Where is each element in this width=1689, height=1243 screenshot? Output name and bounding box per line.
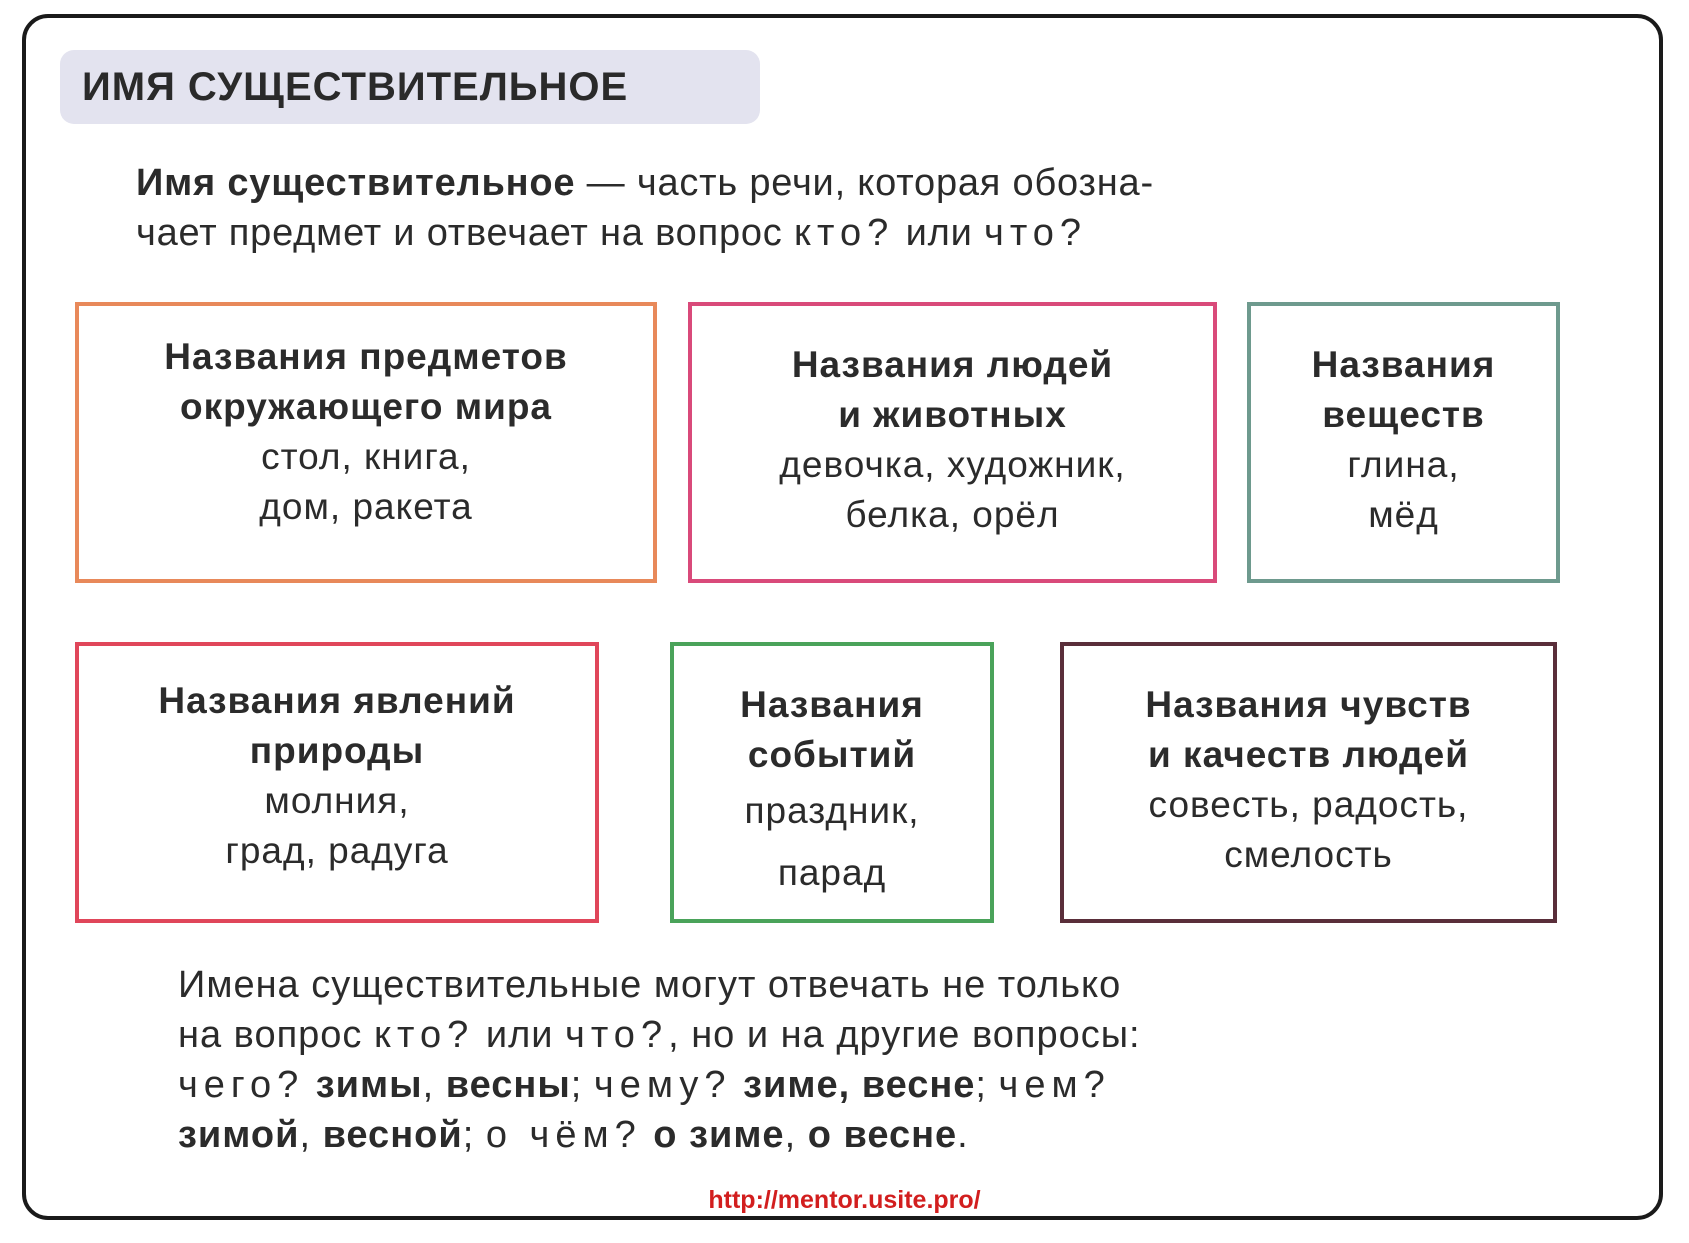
answer-o-vesne: о весне bbox=[807, 1114, 958, 1156]
definition-text-2: чает предмет и отвечает на вопрос bbox=[136, 212, 794, 254]
note-paragraph: Имена существительные могут отвечать не только на вопрос кто? или что?, но и на другие вопросы: чего? зимы, весны; чему? зиме, весне; чем? зимой, весной; о чём? о зиме, о весне. bbox=[178, 964, 1141, 1156]
category-examples: молния, град, радуга bbox=[225, 780, 449, 871]
category-box-people-animals bbox=[688, 302, 1217, 583]
answer-zimy: зимы bbox=[315, 1064, 423, 1106]
answer-vesne: весне bbox=[861, 1064, 976, 1106]
question-kto: кто? bbox=[373, 1014, 475, 1056]
category-box-objects bbox=[75, 302, 657, 583]
note-line-1: Имена существительные могут отвечать не только bbox=[178, 964, 1122, 1006]
category-examples: девочка, художник, белка, орёл bbox=[779, 444, 1126, 535]
category-heading: Названия событий bbox=[740, 684, 924, 775]
question-o-chem: о чём? bbox=[485, 1114, 642, 1156]
category-box-natural-phenomena bbox=[75, 642, 599, 923]
category-heading: Названия предметов окружающего мира bbox=[164, 336, 568, 427]
note-text: , но и на другие вопросы: bbox=[668, 1014, 1141, 1056]
category-box-feelings-qualities bbox=[1060, 642, 1557, 923]
question-chego: чего? bbox=[178, 1064, 305, 1106]
definition-term: Имя существительное bbox=[136, 162, 576, 204]
category-heading: Названия людей и животных bbox=[791, 344, 1114, 435]
category-box-substances bbox=[1247, 302, 1560, 583]
answer-vesnoy: весной bbox=[322, 1114, 463, 1156]
title-banner bbox=[60, 50, 760, 124]
question-chto: что? bbox=[565, 1014, 669, 1056]
definition-or: или bbox=[894, 212, 985, 254]
note-text: на вопрос bbox=[178, 1014, 374, 1056]
answer-vesny: весны bbox=[445, 1064, 571, 1106]
definition-paragraph bbox=[136, 158, 1436, 258]
source-url[interactable]: http://mentor.usite.pro/ bbox=[708, 1186, 981, 1214]
note-or: или bbox=[474, 1014, 566, 1056]
category-heading: Названия веществ bbox=[1311, 344, 1496, 435]
question-chemu: чему? bbox=[593, 1064, 732, 1106]
question-kto: кто? bbox=[793, 212, 895, 254]
category-examples: праздник, парад bbox=[744, 790, 920, 893]
category-examples: совесть, радость, смелость bbox=[1148, 784, 1469, 875]
category-examples: стол, книга, дом, ракета bbox=[259, 436, 473, 527]
question-chto: что? bbox=[984, 212, 1088, 254]
category-heading: Названия чувств и качеств людей bbox=[1145, 684, 1472, 775]
answer-zimoy: зимой bbox=[178, 1114, 300, 1156]
answer-zime: зиме, bbox=[743, 1064, 851, 1106]
answer-o-zime: о зиме bbox=[653, 1114, 785, 1156]
definition-text-1: — часть речи, которая обозна- bbox=[575, 162, 1154, 204]
question-chem: чем? bbox=[998, 1064, 1111, 1106]
category-box-events bbox=[670, 642, 994, 923]
category-examples: глина, мёд bbox=[1347, 444, 1460, 535]
page-title: ИМЯ СУЩЕСТВИТЕЛЬНОЕ bbox=[82, 64, 629, 109]
category-heading: Названия явлений природы bbox=[158, 680, 516, 771]
